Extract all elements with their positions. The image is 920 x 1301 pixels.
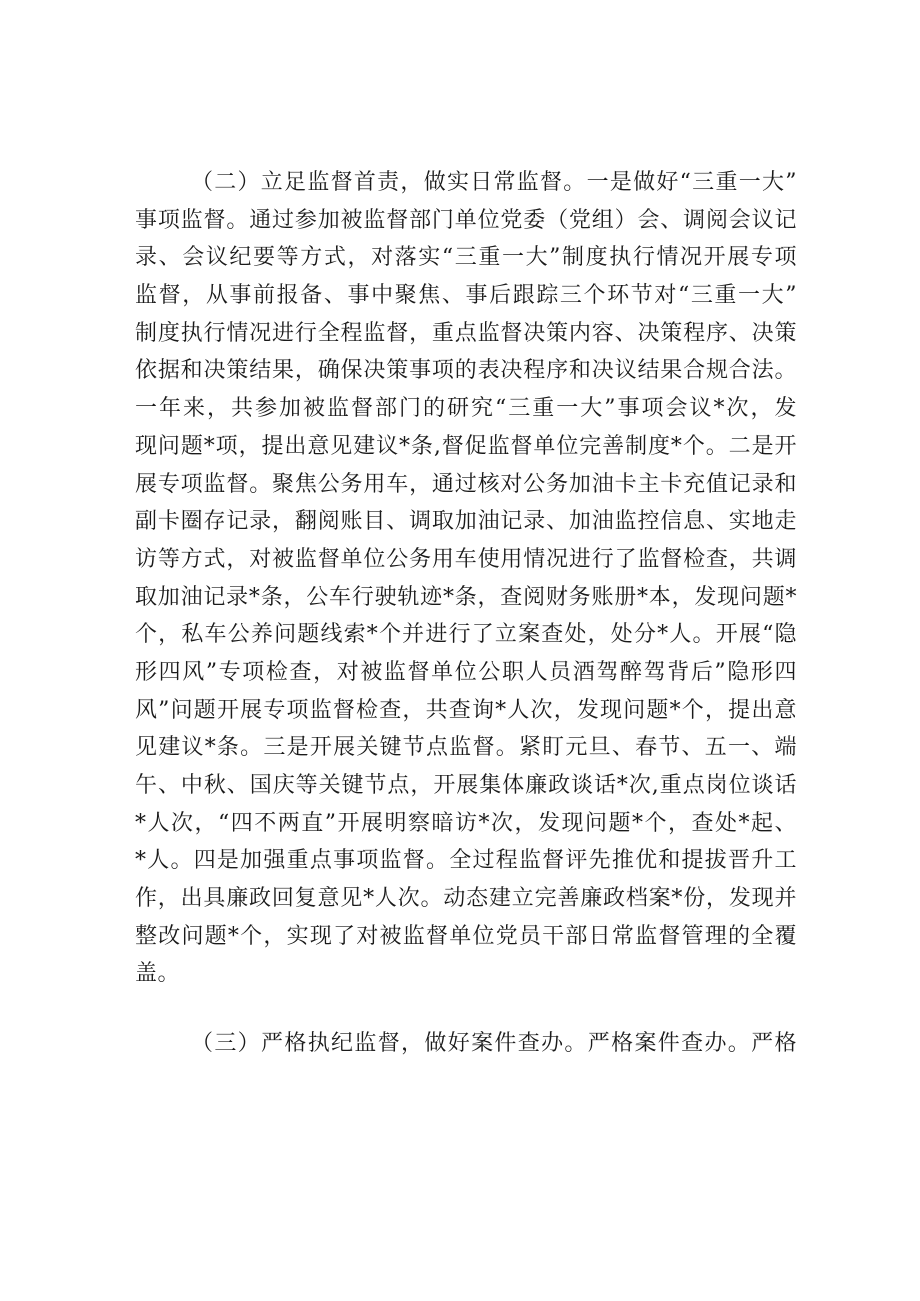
paragraph-line: *人。四是加强重点事项监督。全过程监督评先推优和提拔晋升工 [135, 848, 797, 874]
paragraph-line: （三）严格执纪监督，做好案件查办。严格案件查办。严格 [191, 1031, 797, 1056]
paragraph-line: 录、会议纪要等方式，对落实“三重一大”制度执行情况开展专项 [135, 245, 797, 271]
paragraph-line: 风”问题开展专项监督检查，共查询*人次，发现问题*个，提出意 [135, 697, 797, 723]
paragraph-line: 一年来，共参加被监督部门的研究“三重一大”事项会议*次，发 [135, 396, 797, 422]
paragraph-line: 依据和决策结果，确保决策事项的表决程序和决议结果合规合法。 [135, 358, 797, 384]
paragraph-line: *人次，“四不两直”开展明察暗访*次，发现问题*个，查处*起、 [135, 810, 797, 836]
paragraph-line: 访等方式，对被监督单位公务用车使用情况进行了监督检查，共调 [135, 546, 797, 572]
paragraph-line: 个，私车公养问题线索*个并进行了立案查处，处分*人。开展“隐 [135, 622, 797, 648]
paragraph-line: 副卡圈存记录，翻阅账目、调取加油记录、加油监控信息、实地走 [135, 509, 797, 535]
paragraph-line: 展专项监督。聚焦公务用车，通过核对公务加油卡主卡充值记录和 [135, 471, 797, 497]
paragraph-line: 作，出具廉政回复意见*人次。动态建立完善廉政档案*份，发现并 [135, 886, 797, 912]
paragraph-section-2 [135, 164, 797, 993]
paragraph-line: （二）立足监督首责，做实日常监督。一是做好“三重一大” [191, 170, 797, 195]
paragraph-line: 整改问题*个，实现了对被监督单位党员干部日常监督管理的全覆 [135, 923, 797, 949]
paragraph-line: 制度执行情况进行全程监督，重点监督决策内容、决策程序、决策 [135, 320, 797, 346]
paragraph-line: 事项监督。通过参加被监督部门单位党委（党组）会、调阅会议记 [135, 207, 797, 233]
paragraph-line: 取加油记录*条，公车行驶轨迹*条，查阅财务账册*本，发现问题* [135, 584, 797, 610]
paragraph-line: 见建议*条。三是开展关键节点监督。紧盯元旦、春节、五一、端 [135, 735, 797, 761]
paragraph-section-3 [135, 1025, 797, 1063]
paragraph-line: 午、中秋、国庆等关键节点，开展集体廉政谈话*次,重点岗位谈话 [135, 773, 797, 798]
paragraph-line: 盖。 [135, 961, 181, 987]
paragraph-line: 现问题*项，提出意见建议*条,督促监督单位完善制度*个。二是开 [135, 433, 797, 459]
paragraph-line: 监督，从事前报备、事中聚焦、事后跟踪三个环节对“三重一大” [135, 283, 797, 309]
paragraph-line: 形四风”专项检查，对被监督单位公职人员酒驾醉驾背后”隐形四 [135, 659, 797, 685]
